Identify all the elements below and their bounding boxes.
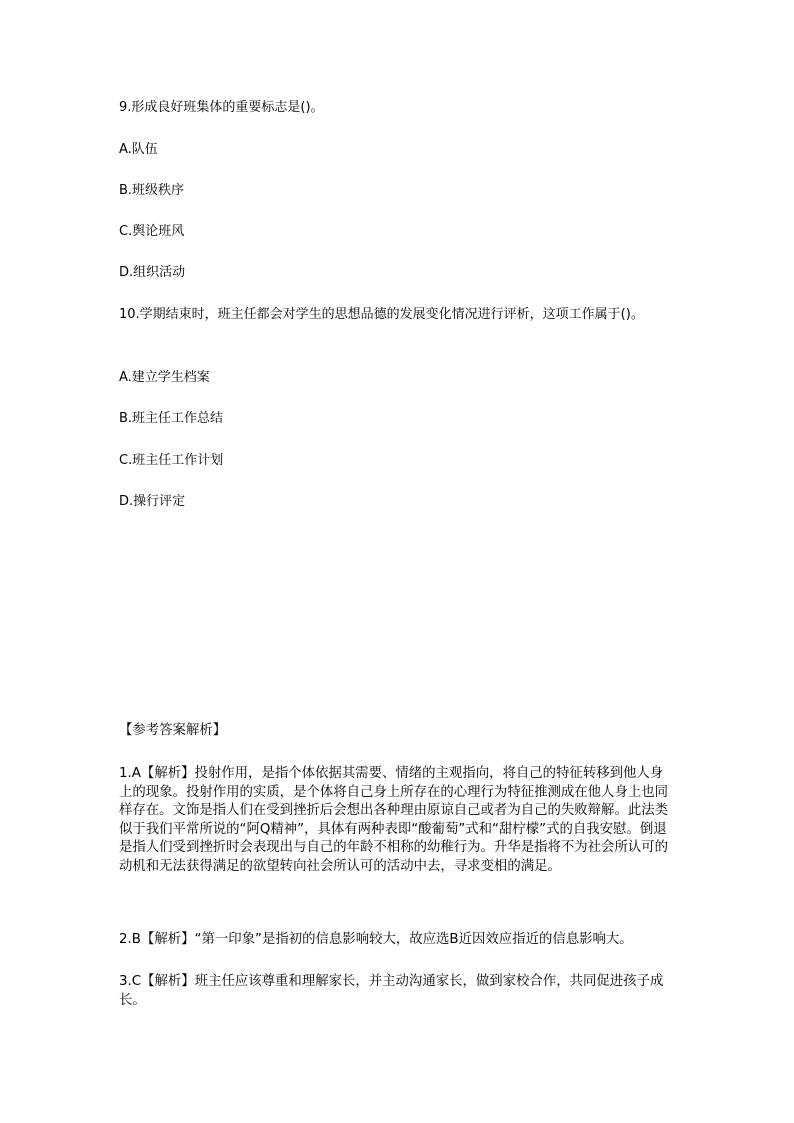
question-9-option-b: B.班级秩序 — [119, 183, 185, 198]
question-10-option-c: C.班主任工作计划 — [119, 453, 224, 468]
question-10-option-a: A.建立学生档案 — [119, 370, 210, 385]
answer-item-2: 2.B【解析】“第一印象”是指初的信息影响较大，故应选B近因效应指近的信息影响大。 — [119, 932, 633, 947]
question-9-stem: 9.形成良好班集体的重要标志是()。 — [119, 100, 324, 115]
answer-item-3: 3.C【解析】班主任应该尊重和理解家长，并主动沟通家长，做到家校合作，共同促进孩子成长。 — [119, 974, 664, 1008]
question-9-option-d: D.组织活动 — [119, 265, 186, 280]
answer-heading: 【参考答案解析】 — [119, 723, 227, 738]
question-9-option-c: C.舆论班风 — [119, 224, 185, 239]
question-10-stem: 10.学期结束时，班主任都会对学生的思想品德的发展变化情况进行评析，这项工作属于()。 — [119, 307, 644, 322]
question-10-option-d: D.操行评定 — [119, 494, 186, 509]
question-9-option-a: A.队伍 — [119, 142, 158, 157]
answer-item-1: 1.A【解析】投射作用，是指个体依据其需要、情绪的主观指向，将自己的特征转移到他人身上的现象。投射作用的实质，是个体将自己身上所存在的心理行为特征推测成在他人身上也同样存在。文饰是指人们在受到挫折后会想出各种理由原谅自己或者为自己的失败辩解。此法类似于我们平常所说的“阿Q精神”，具体有两种表即“酸葡萄”式和“甜柠檬”式的自我安慰。倒退是指人们受到挫折时会表现出与自己的年龄不相称的幼稚行为。升华是指将不为社会所认可的动机和无法获得满足的欲望转向社会所认可的活动中去，寻求变相的满足。 — [119, 766, 669, 874]
question-10-option-b: B.班主任工作总结 — [119, 411, 224, 426]
